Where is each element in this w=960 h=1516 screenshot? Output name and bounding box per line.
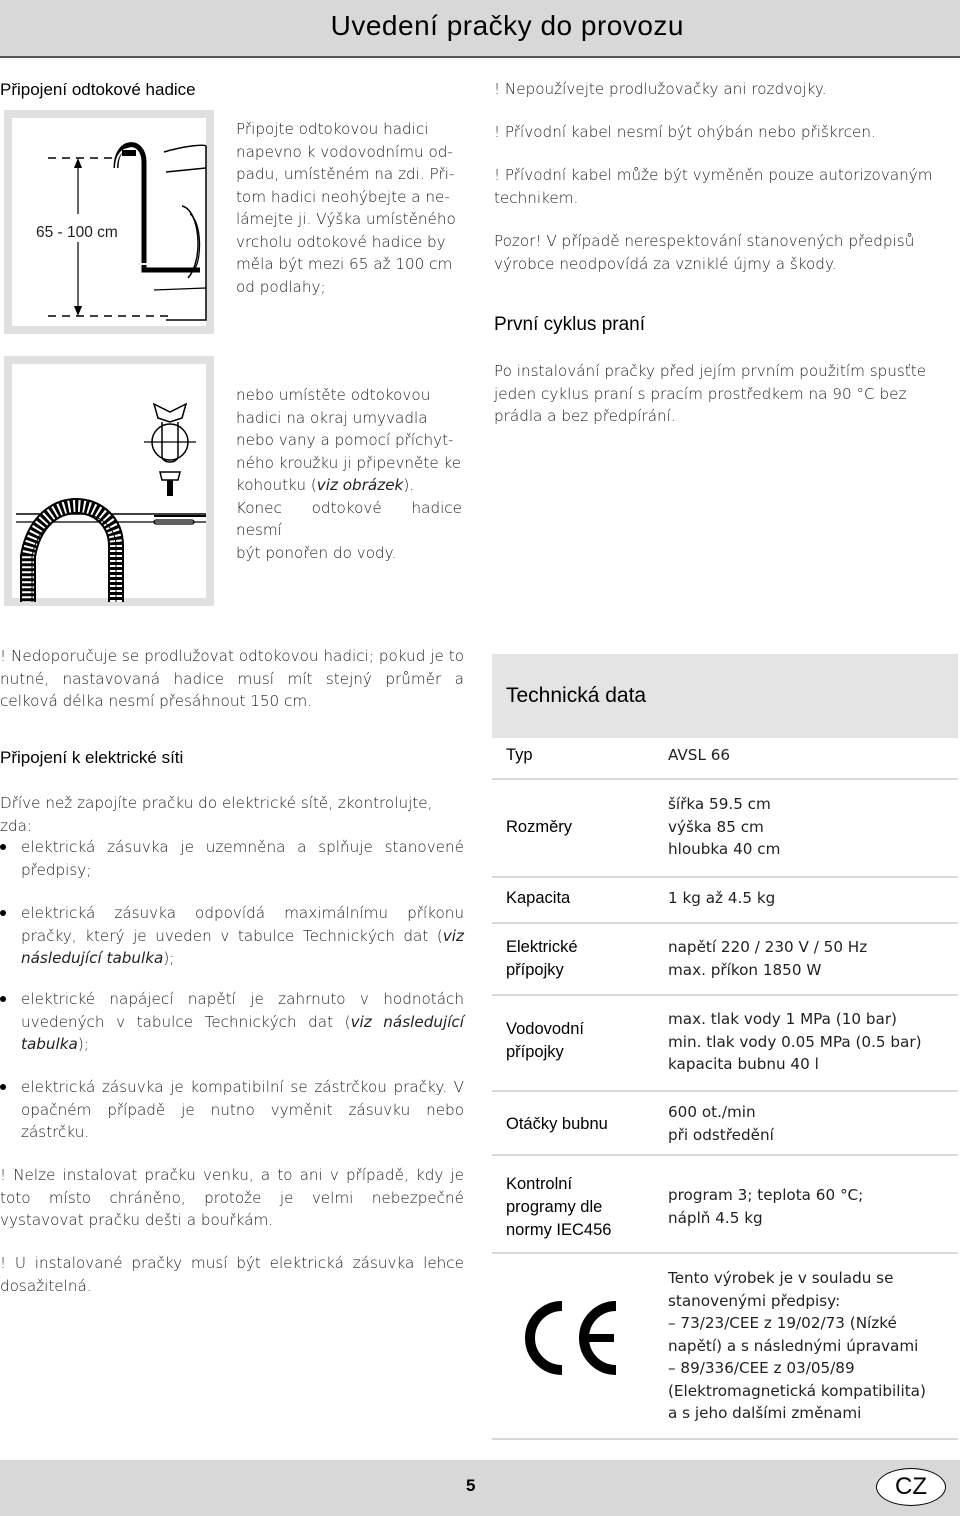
tech-value-capacity: 1 kg až 4.5 kg: [668, 889, 776, 907]
electric-bullet-1: elektrická zásuvka je uzemněna a splňuje stanovené předpisy;: [0, 836, 464, 881]
figure-drain-wall: [4, 110, 214, 334]
drain-heading: Připojení odtokové hadice: [0, 80, 196, 99]
drain-wall-illustration: [4, 110, 214, 334]
electric-bullet-3: elektrické napájecí napětí je zahrnuto v hodnotách uvedených v tabulce Technických dat (viz následující tabulka);: [0, 988, 464, 1056]
tech-label-spin: Otáčky bubnu: [506, 1115, 608, 1133]
page-title: Uvedení pračky do provozu: [330, 10, 684, 41]
tech-label-water: Vodovodní přípojky: [506, 1020, 584, 1061]
footer-bar: [0, 1460, 960, 1516]
tech-value-control: program 3; teplota 60 °C; náplň 4.5 kg: [668, 1186, 864, 1227]
warning-extension: ! Nepoužívejte prodlužovačky ani rozdvojky.: [494, 80, 827, 98]
drain-sink-illustration: [4, 356, 214, 606]
figure-drain-sink: [4, 356, 214, 606]
electric-heading: Připojení k elektrické síti: [0, 748, 184, 767]
country-badge: CZ: [876, 1468, 946, 1506]
first-cycle-heading: První cyklus praní: [494, 314, 645, 335]
warning-cable-replace: ! Přívodní kabel může být vyměněn pouze autorizovaným technikem.: [494, 166, 933, 207]
electric-bullet-2: elektrická zásuvka odpovídá maximálnímu příkonu pračky, který je uveden v tabulce Technických dat (viz následující tabulka);: [0, 902, 464, 970]
tech-value-spin: 600 ot./min při odstředění: [668, 1103, 774, 1144]
page-number: 5: [466, 1476, 476, 1495]
height-label: 65 - 100 cm: [36, 224, 118, 241]
tech-title: Technická data: [506, 684, 647, 707]
drain-text-2: nebo umístěte odtokovou hadici na okraj umyvadla nebo vany a pomocí příchyt- ného kroužku ji připevněte ke kohoutku (viz obrázek). Konec odtokové hadice nesmí být ponořen do vody.: [236, 386, 462, 562]
tech-value-water: max. tlak vody 1 MPa (10 bar) min. tlak vody 0.05 MPa (0.5 bar) kapacita bubnu 40 l: [668, 1010, 922, 1073]
ce-compliance-text: Tento výrobek je v souladu se stanovenými předpisy: – 73/23/CEE z 19/02/73 (Nízké napětí) a s následnými úpravami – 89/336/CEE z 03/05/89 (Elektromagnetická kompatibilita) a s jeho dalšími změnami: [668, 1269, 926, 1422]
warning-cable-bend: ! Přívodní kabel nesmí být ohýbán nebo přiškrcen.: [494, 123, 876, 141]
tech-label-electric: Elektrické přípojky: [506, 938, 578, 979]
drain-warning: ! Nedoporučuje se prodlužovat odtokovou hadici; pokud je to nutné, nastavovaná hadice musí mít stejný průměr a celková délka nesmí přesáhnout 150 cm.: [0, 647, 464, 710]
tech-label-type: Typ: [506, 746, 533, 764]
drain-text-1: Připojte odtokovou hadici napevno k vodovodnímu od- padu, umístěném na zdi. Při- tom hadici neohýbejte a ne- lámejte ji. Výška umístěného vrcholu odtokové hadice by měla být mezi 65 až 100 cm od podlahy;: [236, 120, 456, 296]
electric-warning-2: ! U instalované pračky musí být elektrická zásuvka lehce dosažitelná.: [0, 1254, 464, 1295]
electric-intro: Dříve než zapojíte pračku do elektrické sítě, zkontrolujte, zda:: [0, 794, 433, 835]
tech-value-type: AVSL 66: [668, 746, 731, 764]
ce-mark: [516, 1300, 626, 1376]
tech-value-electric: napětí 220 / 230 V / 50 Hz max. příkon 1850 W: [668, 938, 868, 979]
electric-warning-1: ! Nelze instalovat pračku venku, a to ani v případě, kdy je toto místo chráněno, protože je velmi nebezpečné vystavovat pračku dešti a bouřkám.: [0, 1166, 464, 1229]
tech-value-dimensions: šířka 59.5 cm výška 85 cm hloubka 40 cm: [668, 795, 781, 858]
caution-text: Pozor! V případě nerespektování stanovených předpisů výrobce neodpovídá za vzniklé újmy a škody.: [494, 232, 915, 273]
tech-label-control: Kontrolní programy dle normy IEC456: [506, 1175, 612, 1239]
ce-mark-icon: [516, 1300, 626, 1376]
header-divider: [0, 56, 960, 58]
tech-row-end: [492, 1436, 958, 1440]
tech-label-capacity: Kapacita: [506, 889, 571, 907]
tech-label-dimensions: Rozměry: [506, 818, 573, 836]
first-cycle-text: Po instalování pračky před jejím prvním použitím spusťte jeden cyklus praní s pracím prostředkem na 90 °C bez prádla a bez předpírání.: [494, 362, 927, 425]
electric-bullet-4: elektrická zásuvka je kompatibilní se zástrčkou pračky. V opačném případě je nutno vyměnit zásuvku nebo zástrčku.: [0, 1076, 464, 1144]
